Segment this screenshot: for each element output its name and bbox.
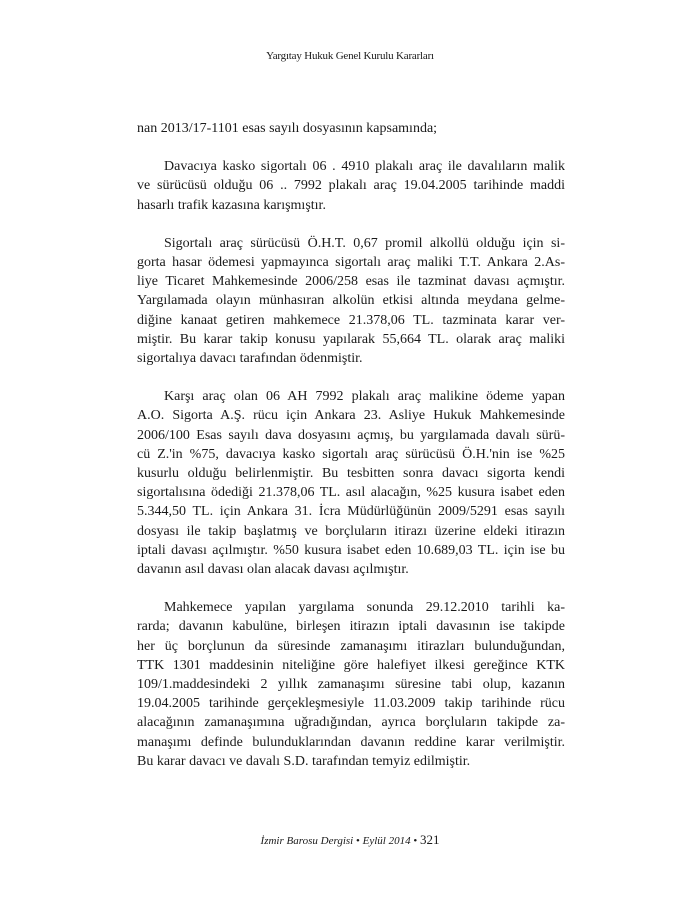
text-line: davanın asıl davası olan alacak davası açılmıştır. [137,562,409,578]
document-body [137,119,565,790]
text-line: miştir. Bu karar takip konusu yapılarak 55,664 TL. olarak araç maliki [137,331,565,347]
text-line: her üç borçlunun da süresinde zamanaşımı itirazları bulunduğundan, [137,638,565,654]
page-footer [0,832,700,848]
footer-separator: • [356,835,360,847]
text-line: kusurlu olduğu belirlenmiştir. Bu tesbitten sonra davacı sigorta kendi [137,466,565,482]
text-line: Sigortalı araç sürücüsü Ö.H.T. 0,67 promil alkollü olduğu için si- [164,235,565,251]
text-line: hasarlı trafik kazasına karışmıştır. [137,197,326,213]
journal-name: İzmir Barosu Dergisi [260,835,354,847]
text-line: alacağının zamanaşımına uğradığından, ayrıca borçluların takipde za- [137,715,565,731]
text-line: iptali davası açılmıştır. %50 kusura isabet eden 10.689,03 TL. için ise bu [137,542,565,558]
text-line: Mahkemece yapılan yargılama sonunda 29.12.2010 tarihli ka- [164,600,565,616]
text-line: rarda; davanın kabulüne, birleşen itirazın iptali davasının ise takipde [137,619,565,635]
text-line: dosyası ile takip başlatmış ve borçluların itirazı üzerine eldeki itirazın [137,523,565,539]
paragraph [137,598,565,771]
text-line: Yargılamada olayın münhasıran alkolün etkisi altında meydana gelme- [137,293,565,309]
footer-separator: • [413,835,418,847]
issue-date: Eylül 2014 [362,835,411,847]
paragraph [137,234,565,368]
text-line: diğine kanaat getiren mahkemece 21.378,06 TL. tazminata karar ver- [137,312,565,328]
text-line: ve sürücüsü olduğu 06 .. 7992 plakalı araç 19.04.2005 tarihinde maddi [137,178,565,194]
paragraph [137,119,565,138]
text-line: Bu karar davacı ve davalı S.D. tarafından temyiz edilmiştir. [137,753,471,769]
text-line: liye Ticaret Mahkemesinde 2006/258 esas ile tazminat davası açmıştır. [137,274,565,290]
text-line: sigortalısına ödediği 21.378,06 TL. asıl alacağın, %25 kusura isabet eden [137,485,565,501]
text-line: sigortalıya davacı tarafından ödenmiştir. [137,351,363,367]
text-line: 5.344,50 TL. için Ankara 31. İcra Müdürlüğünün 2009/5291 esas sayılı [137,504,565,520]
text-line: A.O. Sigorta A.Ş. rücu için Ankara 23. Asliye Hukuk Mahkemesinde [137,408,565,424]
text-line: 109/1.maddesindeki 2 yıllık zamanaşımı süresine tabi olup, kazanın [137,677,565,693]
text-line: 2006/100 Esas sayılı dava dosyasını açmış, bu yargılamada davalı sürü- [137,427,565,443]
text-line: manaşımı definde bulunduklarından davanın reddine karar verilmiştir. [137,734,565,750]
paragraph [137,387,565,579]
page-number: 321 [419,832,440,847]
text-line: cü Z.'in %75, davacıya kasko sigortalı araç sürücüsü Ö.H.'nin ise %25 [137,446,565,462]
text-line: Davacıya kasko sigortalı 06 . 4910 plakalı araç ile davalıların malik [164,159,565,175]
text-line: Karşı araç olan 06 AH 7992 plakalı araç malikine ödeme yapan [164,389,565,405]
text-line: nan 2013/17-1101 esas sayılı dosyasının kapsamında; [137,121,438,136]
running-header: Yargıtay Hukuk Genel Kurulu Kararları [266,50,434,62]
text-line: 19.04.2005 tarihinde gerçekleşmesiyle 11.03.2009 takip tarihinde rücu [137,696,565,712]
text-line: gorta hasar ödemesi yapmayınca sigortalı araç maliki T.T. Ankara 2.As- [137,255,565,271]
text-line: TTK 1301 maddesinin niteliğine göre halefiyet ilkesi gereğince KTK [137,657,565,673]
paragraph [137,157,565,215]
